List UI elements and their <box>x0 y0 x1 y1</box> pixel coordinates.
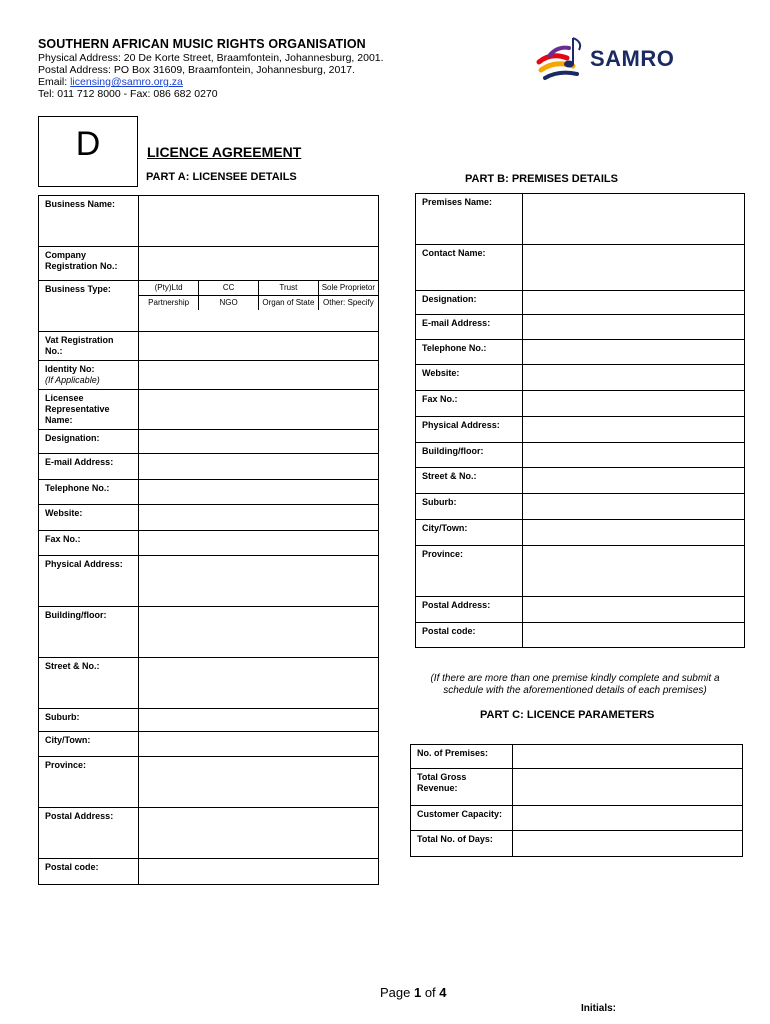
label-b-street: Street & No.: <box>416 468 523 494</box>
input-b-postal[interactable] <box>523 597 745 623</box>
label-postal-code: Postal code: <box>39 859 139 885</box>
input-business-name[interactable] <box>139 196 379 247</box>
page-title: LICENCE AGREEMENT <box>147 144 302 160</box>
label-rep-name: Licensee Representative Name: <box>39 390 139 430</box>
label-b-fax: Fax No.: <box>416 391 523 417</box>
page-number <box>380 985 447 1000</box>
input-email[interactable] <box>139 454 379 480</box>
input-b-building[interactable] <box>523 443 745 468</box>
label-contact-name: Contact Name: <box>416 245 523 291</box>
input-postal-code[interactable] <box>139 859 379 885</box>
input-telephone[interactable] <box>139 480 379 505</box>
input-premises-name[interactable] <box>523 194 745 245</box>
label-province: Province: <box>39 757 139 808</box>
physical-address: Physical Address: 20 De Korte Street, Braamfontein, Johannesburg, 2001. <box>38 52 384 64</box>
input-contact-name[interactable] <box>523 245 745 291</box>
page-prefix: Page <box>380 985 414 1000</box>
input-b-fax[interactable] <box>523 391 745 417</box>
input-designation[interactable] <box>139 430 379 454</box>
input-website[interactable] <box>139 505 379 531</box>
part-c-table <box>410 744 743 857</box>
page-of: of <box>421 985 440 1000</box>
input-building[interactable] <box>139 607 379 658</box>
music-note-logo-icon <box>533 34 593 84</box>
label-b-building: Building/floor: <box>416 443 523 468</box>
samro-logo <box>533 34 705 84</box>
label-vat: Vat Registration No.: <box>39 332 139 361</box>
label-b-suburb: Suburb: <box>416 494 523 520</box>
identity-label: Identity No: <box>45 364 95 374</box>
label-email: E-mail Address: <box>39 454 139 480</box>
label-suburb: Suburb: <box>39 709 139 732</box>
label-telephone: Telephone No.: <box>39 480 139 505</box>
part-b-table <box>415 193 745 648</box>
option-trust[interactable]: Trust <box>259 281 319 296</box>
input-b-email[interactable] <box>523 315 745 340</box>
label-fax: Fax No.: <box>39 531 139 556</box>
part-a-heading: PART A: LICENSEE DETAILS <box>146 171 297 183</box>
input-fax[interactable] <box>139 531 379 556</box>
label-premises-name: Premises Name: <box>416 194 523 245</box>
label-physical: Physical Address: <box>39 556 139 607</box>
option-sole-proprietor[interactable]: Sole Proprietor <box>318 281 378 296</box>
input-street[interactable] <box>139 658 379 709</box>
page-total: 4 <box>439 985 447 1000</box>
input-b-city[interactable] <box>523 520 745 546</box>
option-partnership[interactable]: Partnership <box>148 298 190 307</box>
label-b-city: City/Town: <box>416 520 523 546</box>
label-designation: Designation: <box>39 430 139 454</box>
tel-fax: Tel: 011 712 8000 - Fax: 086 682 0270 <box>38 88 218 100</box>
input-b-postal-code[interactable] <box>523 623 745 648</box>
label-days: Total No. of Days: <box>411 831 513 857</box>
input-capacity[interactable] <box>513 806 743 831</box>
input-vat[interactable] <box>139 332 379 361</box>
input-b-province[interactable] <box>523 546 745 597</box>
input-postal[interactable] <box>139 808 379 859</box>
input-company-reg[interactable] <box>139 247 379 281</box>
input-identity[interactable] <box>139 361 379 390</box>
form-letter-box: D <box>38 116 138 187</box>
input-city[interactable] <box>139 732 379 757</box>
page-current: 1 <box>413 985 422 1000</box>
email-label: Email: <box>38 76 71 88</box>
label-b-designation: Designation: <box>416 291 523 315</box>
option-other[interactable]: Other: Specify <box>318 296 378 311</box>
label-building: Building/floor: <box>39 607 139 658</box>
option-pty-ltd[interactable]: (Pty)Ltd <box>139 281 199 296</box>
label-gross-revenue: Total Gross Revenue: <box>411 769 513 806</box>
part-a-table <box>38 195 379 885</box>
label-company-reg: Company Registration No.: <box>39 247 139 281</box>
label-identity <box>39 361 139 390</box>
label-no-premises: No. of Premises: <box>411 745 513 769</box>
label-street: Street & No.: <box>39 658 139 709</box>
input-gross-revenue[interactable] <box>513 769 743 806</box>
identity-sub: (If Applicable) <box>45 375 100 385</box>
label-postal: Postal Address: <box>39 808 139 859</box>
input-b-designation[interactable] <box>523 291 745 315</box>
logo-text: SAMRO <box>590 46 675 71</box>
input-b-street[interactable] <box>523 468 745 494</box>
label-b-physical: Physical Address: <box>416 417 523 443</box>
input-physical[interactable] <box>139 556 379 607</box>
input-b-suburb[interactable] <box>523 494 745 520</box>
label-website: Website: <box>39 505 139 531</box>
org-name: SOUTHERN AFRICAN MUSIC RIGHTS ORGANISATION <box>38 37 366 51</box>
label-b-website: Website: <box>416 365 523 391</box>
input-days[interactable] <box>513 831 743 857</box>
input-province[interactable] <box>139 757 379 808</box>
input-b-website[interactable] <box>523 365 745 391</box>
input-b-telephone[interactable] <box>523 340 745 365</box>
input-b-physical[interactable] <box>523 417 745 443</box>
part-c-heading: PART C: LICENCE PARAMETERS <box>480 709 655 721</box>
label-b-telephone: Telephone No.: <box>416 340 523 365</box>
label-b-email: E-mail Address: <box>416 315 523 340</box>
option-organ-of-state[interactable]: Organ of State <box>259 296 319 311</box>
label-b-postal-code: Postal code: <box>416 623 523 648</box>
label-business-name: Business Name: <box>39 196 139 247</box>
business-type-grid <box>139 281 379 332</box>
input-suburb[interactable] <box>139 709 379 732</box>
postal-address: Postal Address: PO Box 31609, Braamfontein, Johannesburg, 2017. <box>38 64 355 76</box>
label-capacity: Customer Capacity: <box>411 806 513 831</box>
label-b-province: Province: <box>416 546 523 597</box>
option-cc[interactable]: CC <box>199 281 259 296</box>
label-business-type: Business Type: <box>39 281 139 332</box>
label-city: City/Town: <box>39 732 139 757</box>
input-no-premises[interactable] <box>513 745 743 769</box>
label-b-postal: Postal Address: <box>416 597 523 623</box>
part-b-heading: PART B: PREMISES DETAILS <box>465 173 618 185</box>
input-rep-name[interactable] <box>139 390 379 430</box>
initials-label: Initials: <box>581 1003 617 1014</box>
email-link[interactable]: licensing@samro.org.za <box>70 76 183 88</box>
option-ngo[interactable]: NGO <box>199 296 259 311</box>
premises-note: (If there are more than one premise kindly complete and submit a schedule with the aforementioned details of each premises) <box>430 673 720 696</box>
